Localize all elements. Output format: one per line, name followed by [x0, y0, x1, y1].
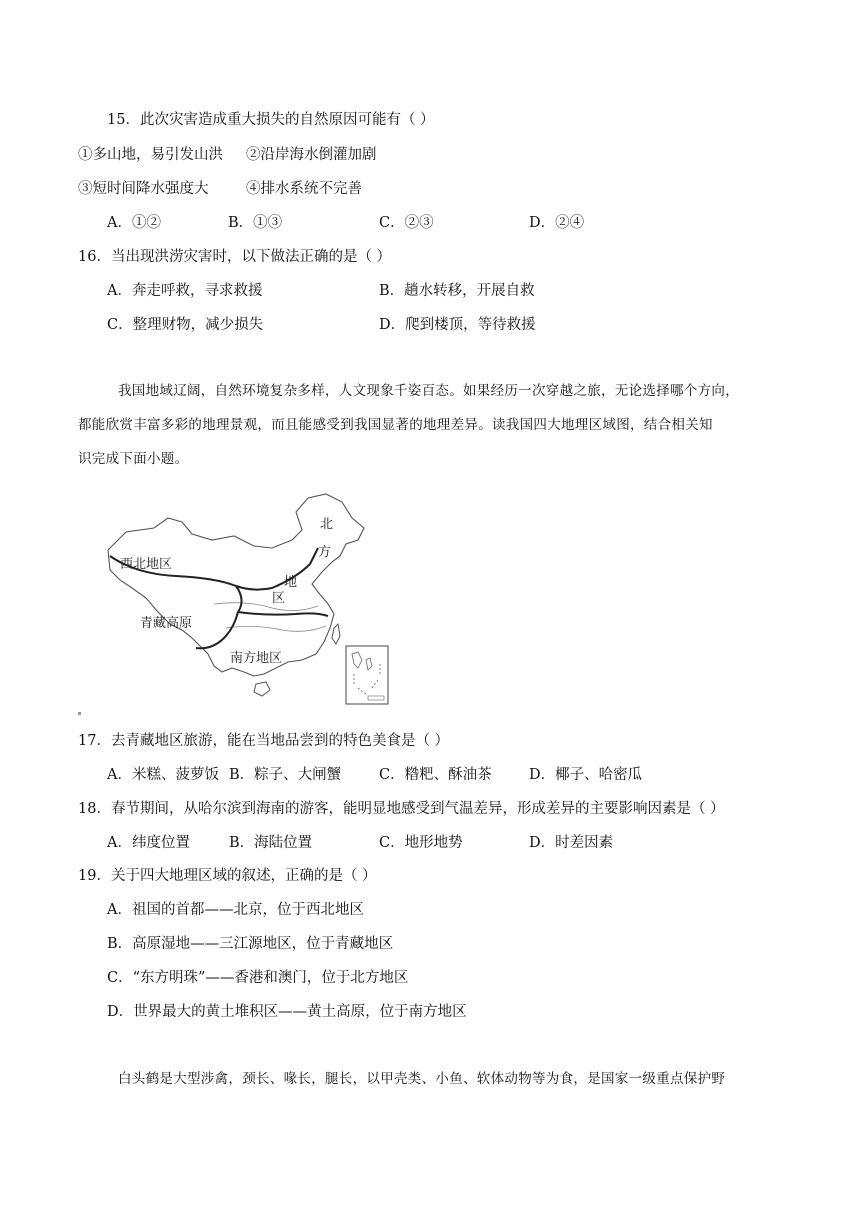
label-north-1: 北 [320, 517, 334, 532]
q15-statement-2: ②沿岸海水倒灌加剧 [246, 147, 377, 163]
passage-1-line-3: 识完成下面小题。 [78, 451, 189, 467]
label-south: 南方地区 [230, 651, 283, 666]
q18-option-c: C．地形地势 [379, 835, 463, 851]
q19-option-c: C．“东方明珠”——香港和澳门，位于北方地区 [107, 970, 409, 986]
q15-statement-1: ①多山地，易引发山洪 [78, 147, 223, 163]
image-anchor-dot [78, 712, 81, 715]
q16-option-d: D．爬到楼顶，等待救援 [379, 317, 536, 333]
passage-2 [78, 1062, 790, 1096]
q17-option-c: C．糌粑、酥油茶 [379, 767, 492, 783]
taiwan-island [332, 624, 340, 644]
hainan-island [254, 682, 270, 696]
question-17-stem: 17．去青藏地区旅游，能在当地品尝到的特色美食是（ ） [78, 733, 450, 749]
river-line-2 [226, 626, 326, 631]
q19-option-b: B．高原湿地——三江源地区，位于青藏地区 [107, 936, 394, 952]
q15-option-b: B．①③ [228, 215, 283, 231]
q18-option-b: B．海陆位置 [229, 835, 313, 851]
question-18-stem: 18．春节期间，从哈尔滨到海南的游客，能明显地感受到气温差异，形成差异的主要影响因素是（ ） [78, 801, 725, 817]
passage-1-line-1: 我国地域辽阔，自然环境复杂多样，人文现象千姿百态。如果经历一次穿越之旅，无论选择哪个方向， [118, 383, 739, 399]
inset-scale [368, 696, 384, 700]
q15-option-a: A．①② [107, 215, 161, 231]
china-regions-map [96, 488, 406, 710]
q16-option-c: C．整理财物，减少损失 [107, 317, 264, 333]
passage-2-line-1: 白头鹤是大型涉禽，颈长、喙长，腿长，以甲壳类、小鱼、软体动物等为食，是国家一级重点保护野 [118, 1071, 726, 1087]
label-qingzang: 青藏高原 [140, 616, 193, 631]
q15-option-d: D．②④ [529, 215, 585, 231]
q19-option-d: D．世界最大的黄土堆积区——黄土高原，位于南方地区 [107, 1004, 467, 1020]
q15-statement-4: ④排水系统不完善 [246, 181, 362, 197]
q19-option-a: A．祖国的首都——北京，位于西北地区 [107, 902, 364, 918]
question-15-stem: 15．此次灾害造成重大损失的自然原因可能有（ ） [107, 112, 435, 128]
q17-option-a: A．米糕、菠萝饭 [107, 767, 219, 783]
river-line [214, 603, 318, 611]
q15-statement-3: ③短时间降水强度大 [78, 181, 209, 197]
label-northwest: 西北地区 [120, 557, 173, 572]
q17-option-d: D．椰子、哈密瓜 [529, 767, 643, 783]
question-16-stem: 16．当出现洪涝灾害时，以下做法正确的是（ ） [78, 249, 392, 265]
passage-1-line-2: 都能欣赏丰富多彩的地理景观，而且能感受到我国显著的地理差异。读我国四大地理区域图，结合相关知 [78, 417, 713, 433]
q18-option-a: A．纬度位置 [107, 835, 190, 851]
q17-option-b: B．粽子、大闸蟹 [229, 767, 342, 783]
q18-option-d: D．时差因素 [529, 835, 614, 851]
question-19-stem: 19．关于四大地理区域的叙述，正确的是（ ） [78, 868, 377, 884]
boundary-qingzang [196, 612, 238, 648]
q16-option-a: A．奔走呼救，寻求救援 [107, 283, 263, 299]
label-north-2: 方 [318, 545, 332, 560]
q15-option-c: C．②③ [379, 215, 434, 231]
label-north-4: 区 [272, 591, 286, 606]
passage-1 [78, 374, 790, 476]
label-north-3: 地 [284, 575, 298, 590]
q16-option-b: B．趟水转移，开展自救 [379, 283, 535, 299]
